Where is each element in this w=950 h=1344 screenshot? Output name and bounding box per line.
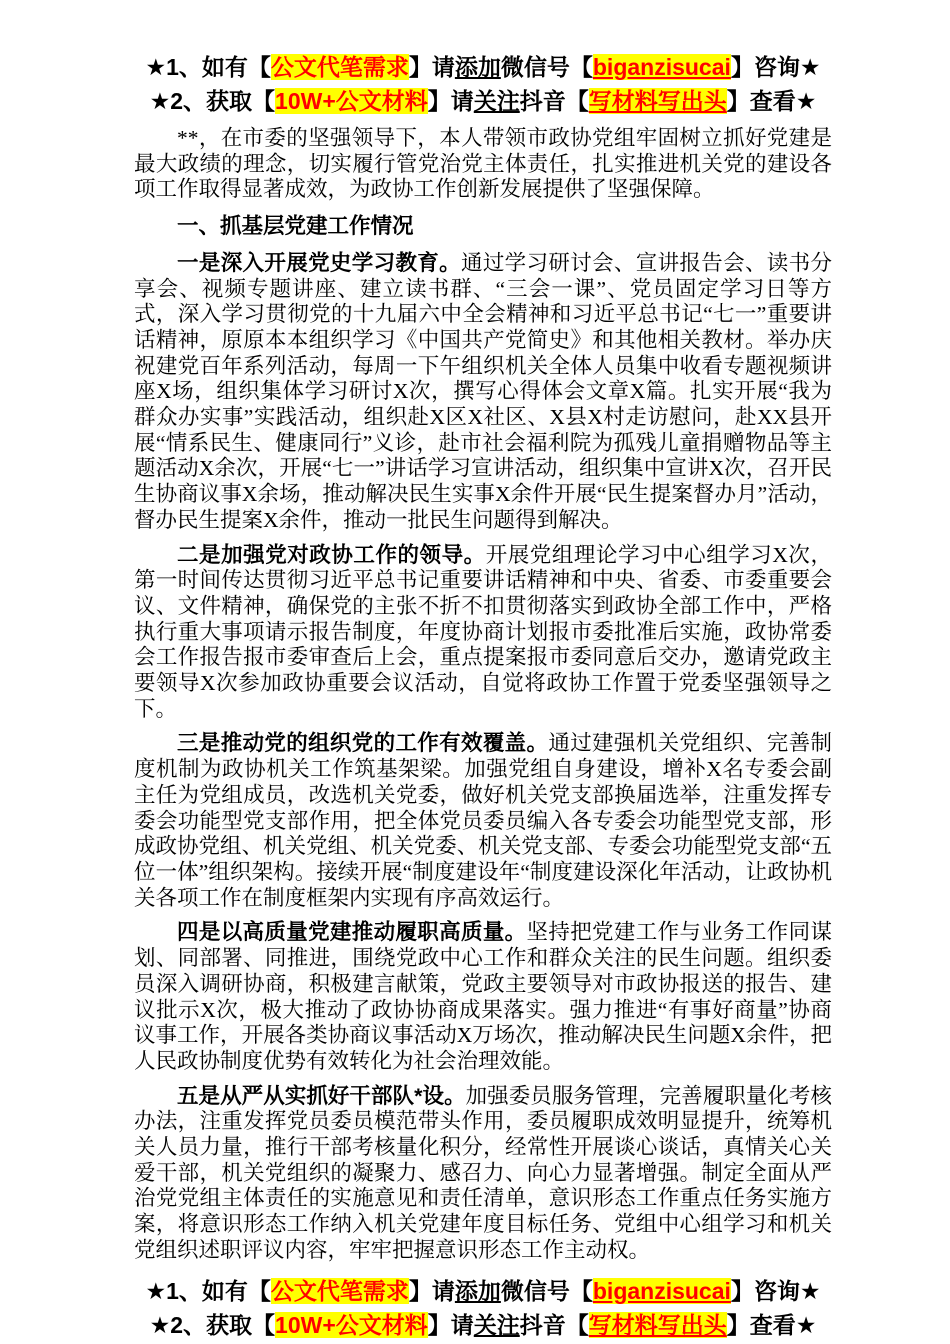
paragraph-2-lead: 二是加强党对政协工作的领导。 xyxy=(177,542,486,567)
notice-segment: 】请 xyxy=(427,88,474,114)
notice-segment: 添加 xyxy=(454,1277,501,1304)
notice-segment: ★1、如有【 xyxy=(145,54,271,80)
paragraph-1 xyxy=(134,251,832,534)
paragraph-3-lead: 三是推动党的组织党的工作有效覆盖。 xyxy=(177,731,549,756)
paragraph-3-body: 通过建强机关党组织、完善制度机制为政协机关工作筑基架梁。加强党组自身建设，增补X名专委会副主任为党组成员，改选机关党委，做好机关党支部换届选举，注重发挥专委会功能型党支部作用，把全体党员委员编入各专委会功能型党支部，形成政协党组、机关党组、机关党委、机关党支部、专委会功能型党支部“五位一体”组织架构。接续开展“制度建设年“制度建设深化年活动，让政协机关各项工作在制度框架内实现有序高效运行。 xyxy=(134,731,832,910)
notice-bottom-line-2 xyxy=(134,1308,832,1342)
notice-segment: 】咨询★ xyxy=(730,1277,821,1304)
intro-paragraph xyxy=(134,126,832,203)
notice-segment: 微信号【 xyxy=(500,1277,593,1304)
notice-bottom-line-1 xyxy=(134,1274,832,1308)
notice-segment: 公文代笔需求 xyxy=(270,54,409,80)
paragraph-2-body: 开展党组理论学习中心组学习X次，第一时间传达贯彻习近平总书记重要讲话精神和中央、省委、市委重要会议、文件精神，确保党的主张不折不扣贯彻落实到政协全部工作中，严格执行重大事项请示报告制度，年度协商计划报市委批准后实施，政协常委会工作报告报市委审查后上会，重点提案报市委同意后交办，邀请党政主要领导X次参加政协重要会议活动，自觉将政协工作置于党委坚强领导之下。 xyxy=(134,542,832,721)
section-heading: 一、抓基层党建工作情况 xyxy=(177,214,414,239)
notice-bottom xyxy=(134,1274,832,1342)
notice-segment: 抖音【 xyxy=(519,88,589,114)
intro-paragraph-text: **，在市委的坚强领导下，本人带领市政协党组牢固树立抓好党建是最大政绩的理念，切实履行管党治党主体责任，扎实推进机关党的建设各项工作取得显著成效，为政协工作创新发展提供了坚强保障。 xyxy=(134,126,832,202)
notice-segment: 】查看★ xyxy=(726,88,817,114)
paragraph-3 xyxy=(134,731,832,911)
notice-segment: 10W+公文材料 xyxy=(275,1311,428,1338)
notice-segment: biganzisucai xyxy=(592,1277,731,1304)
notice-segment: 】咨询★ xyxy=(730,54,821,80)
notice-segment: 公文代笔需求 xyxy=(270,1277,409,1304)
notice-segment: biganzisucai xyxy=(592,54,731,80)
paragraph-5-lead: 五是从严从实抓好干部队*设。 xyxy=(177,1083,466,1108)
paragraph-2 xyxy=(134,543,832,723)
notice-segment: 10W+公文材料 xyxy=(275,88,428,114)
notice-segment: 】查看★ xyxy=(726,1311,817,1338)
paragraph-5 xyxy=(134,1084,832,1264)
notice-segment: 】请 xyxy=(408,54,455,80)
notice-segment: 写材料写出头 xyxy=(588,88,727,114)
notice-segment: 抖音【 xyxy=(519,1311,589,1338)
paragraph-1-lead: 一是深入开展党史学习教育。 xyxy=(177,250,461,275)
notice-segment: ★2、获取【 xyxy=(149,1311,276,1338)
notice-top-line-1 xyxy=(134,50,832,84)
notice-top xyxy=(134,50,832,118)
notice-segment: 】请 xyxy=(408,1277,455,1304)
notice-segment: 】请 xyxy=(427,1311,474,1338)
paragraph-1-body: 通过学习研讨会、宣讲报告会、读书分享会、视频专题讲座、建立读书群、“三会一课”、党员固定学习日等方式，深入学习贯彻党的十九届六中全会精神和习近平总书记“七一”重要讲话精神，原原本本组织学习《中国共产党简史》和其他相关教材。举办庆祝建党百年系列活动，每周一下午组织机关全体人员集中收看专题视频讲座X场，组织集体学习研讨X次，撰写心得体会文章X篇。扎实开展“我为群众办实事”实践活动，组织赴X区X社区、X县X村走访慰问，赴XX县开展“情系民生、健康同行”义诊，赴市社会福利院为孤残儿童捐赠物品等主题活动X余次，开展“七一”讲话学习宣讲活动，组织集中宣讲X次，召开民生协商议事X余场，推动解决民生实事X余件开展“民生提案督办月”活动，督办民生提案X余件，推动一批民生问题得到解决。 xyxy=(134,250,832,532)
notice-segment: 添加 xyxy=(454,54,501,80)
paragraph-4-lead: 四是以高质量党建推动履职高质量。 xyxy=(177,920,527,945)
notice-segment: 关注 xyxy=(473,1311,520,1338)
notice-segment: 关注 xyxy=(473,88,520,114)
notice-segment: ★2、获取【 xyxy=(149,88,276,114)
notice-segment: 写材料写出头 xyxy=(588,1311,727,1338)
notice-segment: 微信号【 xyxy=(500,54,593,80)
paragraph-4 xyxy=(134,920,832,1074)
paragraph-5-body: 加强委员服务管理，完善履职量化考核办法，注重发挥党员委员模范带头作用，委员履职成效明显提升，统筹机关人员力量，推行干部考核量化积分，经常性开展谈心谈话，真情关心关爱干部，机关党组织的凝聚力、感召力、向心力显著增强。制定全面从严治党党组主体责任的实施意见和责任清单，意识形态工作重点任务实施方案，将意识形态工作纳入机关党建年度目标任务、党组中心组学习和机关党组织述职评议内容，牢牢把握意识形态工作主动权。 xyxy=(134,1083,832,1262)
notice-segment: ★1、如有【 xyxy=(145,1277,271,1304)
paragraph-4-body: 坚持把党建工作与业务工作同谋划、同部署、同推进，围绕党政中心工作和群众关注的民生问题。组织委员深入调研协商，积极建言献策，党政主要领导对市政协报送的报告、建议批示X次，极大推动了政协协商成果落实。强力推进“有事好商量”协商议事工作，开展各类协商议事活动X万场次，推动解决民生问题X余件，把人民政协制度优势有效转化为社会治理效能。 xyxy=(134,920,832,1073)
notice-top-line-2 xyxy=(134,84,832,118)
